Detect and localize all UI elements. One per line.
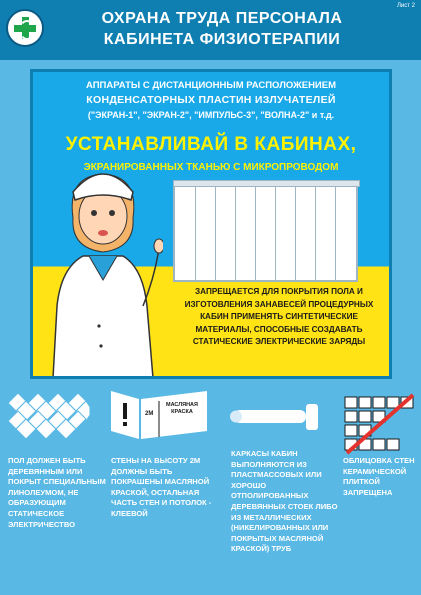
height-label: 2М	[145, 411, 154, 417]
header-bar	[0, 0, 421, 60]
panel-headline: УСТАНАВЛИВАЙ В КАБИНАХ,	[65, 134, 357, 155]
page-title-line2: КАБИНЕТА ФИЗИОТЕРАПИИ	[103, 31, 341, 48]
medical-cross-logo-icon	[6, 9, 44, 47]
warning-text: ЗАПРЕЩАЕТСЯ ДЛЯ ПОКРЫТИЯ ПОЛА И ИЗГОТОВЛЕНИЯ ЗАНАВЕСЕЙ ПРОЦЕДУРНЫХ КАБИН ПРИМЕНЯТЬ СИНТЕТИЧЕСКИЕ МАТЕРИАЛЫ, СПОСОБНЫЕ СОЗДАВАТЬ СТАТИЧЕСКИЕ ЭЛЕКТРИЧЕСКИЕ ЗАРЯДЫ	[184, 287, 374, 346]
panel-line3: ("ЭКРАН-1", "ЭКРАН-2", "ИМПУЛЬС-3", "ВОЛНА-2" и т.д.	[87, 110, 335, 120]
panel-line2: КОНДЕНСАТОРНЫХ ПЛАСТИН ИЗЛУЧАТЕЛЕЙ	[86, 94, 336, 106]
rule-frames-text: КАРКАСЫ КАБИН ВЫПОЛНЯЮТСЯ ИЗ ПЛАСТМАССОВЫХ ИЛИ ХОРОШО ОТПОЛИРОВАННЫХ ДЕРЕВЯННЫХ СТОЕК ЛИБО ИЗ МЕТАЛЛИЧЕСКИХ (НИКЕЛИРОВАННЫХ ИЛИ ПОКРЫТЫХ МАСЛЯНОЙ КРАСКОЙ) ТРУБ	[231, 449, 338, 554]
rule-walls-text: СТЕНЫ НА ВЫСОТУ 2М ДОЛЖНЫ БЫТЬ ПОКРАШЕНЫ МАСЛЯНОЙ КРАСКОЙ, ОСТАЛЬНАЯ ЧАСТЬ СТЕН И ПОТОЛОК - КЛЕЕВОЙ	[111, 456, 212, 518]
rule-tiles-text: ОБЛИЦОВКА СТЕН КЕРАМИЧЕСКОЙ ПЛИТКОЙ ЗАПРЕЩЕНА	[343, 456, 415, 497]
panel-subline: ЭКРАНИРОВАННЫХ ТКАНЬЮ С МИКРОПРОВОДОМ	[83, 162, 339, 173]
crossed-tiles-icon	[343, 393, 415, 455]
rule-floor-text: ПОЛ ДОЛЖЕН БЫТЬ ДЕРЕВЯННЫМ ИЛИ ПОКРЫТ СПЕЦИАЛЬНЫМ ЛИНОЛЕУМОМ, НЕ ОБРАЗУЮЩИМ СТАТИЧЕСКОЕ ЭЛЕКТРИЧЕСТВО	[8, 456, 106, 529]
nurse-illustration-icon	[43, 156, 163, 378]
page-title-line1: ОХРАНА ТРУДА ПЕРСОНАЛА	[101, 10, 343, 27]
paint-label: МАСЛЯНАЯ КРАСКА	[166, 402, 198, 415]
sheet-number: Лист 2	[396, 3, 415, 9]
panel-line1: АППАРАТЫ С ДИСТАНЦИОННЫМ РАСПОЛОЖЕНИЕМ	[85, 80, 337, 91]
parquet-icon	[8, 393, 90, 439]
shielding-screen-icon	[173, 184, 358, 282]
main-panel	[30, 69, 392, 379]
pipe-icon	[228, 404, 324, 430]
